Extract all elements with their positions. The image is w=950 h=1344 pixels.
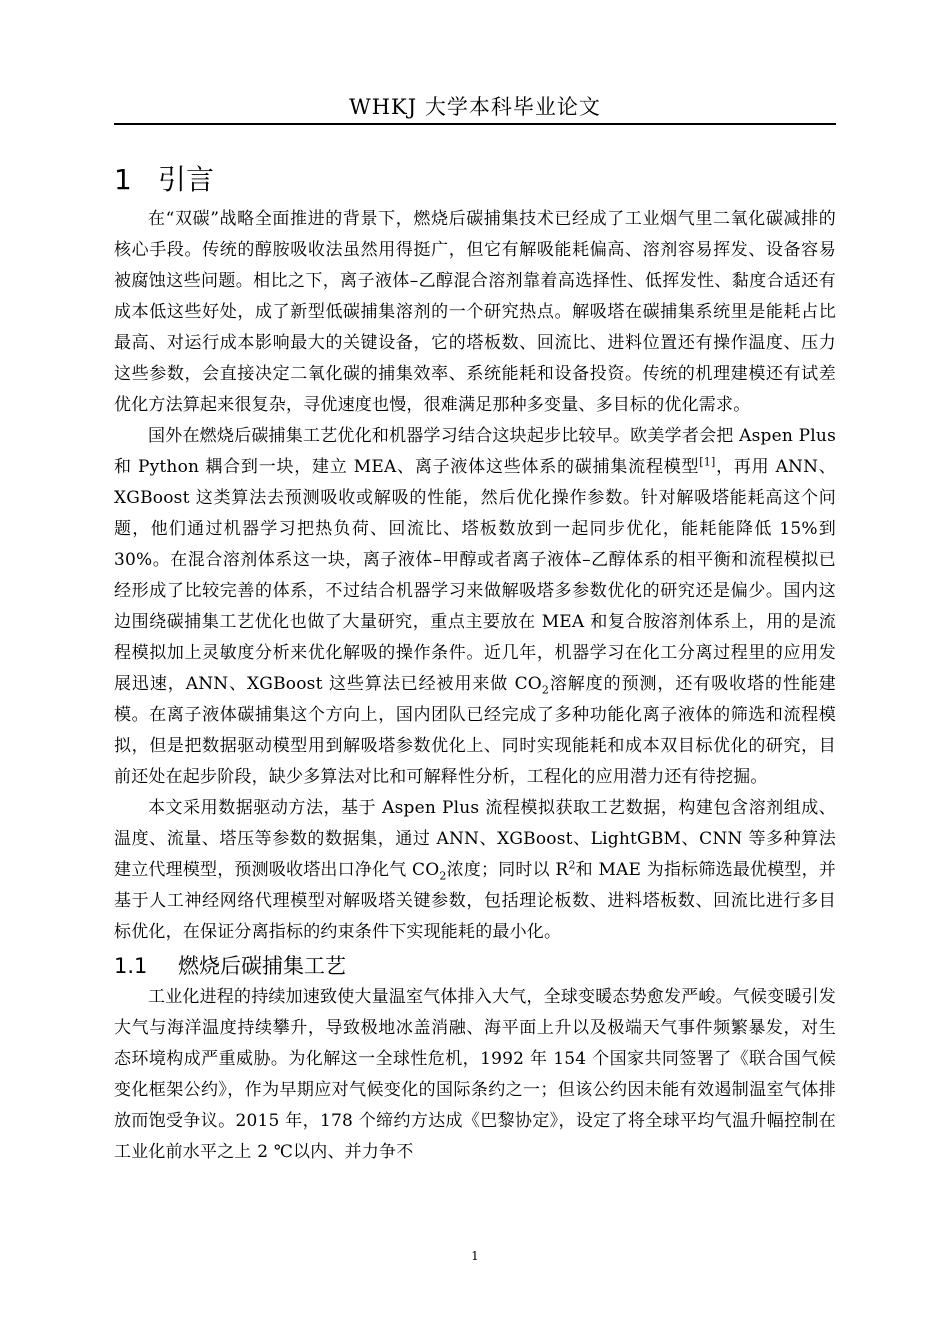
citation-ref: [1] — [699, 455, 716, 469]
superscript: 2 — [568, 858, 576, 872]
section-number: 1 — [114, 163, 132, 196]
paragraph-2-text-c: 溶解度的预测，还有吸收塔的性能建模。在离子液体碳捕集这个方向上，国内团队已经完成了多种功能化离子液体的筛选和流程模拟，但是把数据驱动模型用到解吸塔参数优化上、同时实现能耗和成本双目标优化的研究，目前还处在起步阶段，缺少多算法对比和可解释性分析，工程化的应用潜力还有待挖掘。 — [114, 674, 837, 787]
page-number: 1 — [471, 1249, 479, 1263]
paragraph-4: 工业化进程的持续加速致使大量温室气体排入大气，全球变暖态势愈发严峻。气候变暖引发大气与海洋温度持续攀升，导致极地冰盖消融、海平面上升以及极端天气事件频繁暴发，对生态环境构成严重威胁。为化解这一全球性危机，1992 年 154 个国家共同签署了《联合国气候变化框架公约》，作为早期应对气候变化的国际条约之一；但该公约因未能有效遏制温室气体排放而饱受争议。2015 年，178 个缔约方达成《巴黎协定》，设定了将全球平均气温升幅控制在工业化前水平之上 2 ℃以内、并力争不 — [114, 987, 836, 1162]
paragraph-3 — [114, 793, 836, 948]
paragraph-3-text-c: 和 MAE 为指标筛选最优模型，并基于人工神经网络代理模型对解吸塔关键参数，包括理论板数、进料塔板数、回流比进行多目标优化，在保证分离指标的约束条件下实现能耗的最小化。 — [114, 860, 836, 942]
subscript: 2 — [541, 683, 550, 697]
paragraph-2-text-b: ，再用 ANN、XGBoost 这类算法去预测吸收或解吸的性能，然后优化操作参数。针对解吸塔能耗高这个问题，他们通过机器学习把热负荷、回流比、塔板数放到一起同步优化，能耗能降低 15%到 30%。在混合溶剂体系这一块，离子液体–甲醇或者离子液体–乙醇体系的相平衡和流程模拟已经形成了比较完善的体系，不过结合机器学习来做解吸塔多参数优化的研究还是偏少。国内这边围绕碳捕集工艺优化也做了大量研究，重点主要放在 MEA 和复合胺溶剂体系上，用的是流程模拟加上灵敏度分析来优化解吸的操作条件。近几年，机器学习在化工分离过程里的应用发展迅速，ANN、XGBoost 这些算法已经被用来做 CO — [114, 457, 836, 694]
paragraph-2 — [114, 421, 836, 793]
paragraph-2-text-a: 国外在燃烧后碳捕集工艺优化和机器学习结合这块起步比较早。欧美学者会把 Aspen Plus 和 Python 耦合到一块，建立 MEA、离子液体这些体系的碳捕集流程模型 — [114, 426, 836, 477]
header-rule — [114, 123, 836, 125]
section-heading-1 — [114, 160, 836, 200]
section-title: 引言 — [158, 163, 215, 196]
subsection-number: 1.1 — [114, 954, 148, 978]
paragraph-3-text-a: 本文采用数据驱动方法，基于 Aspen Plus 流程模拟获取工艺数据，构建包含溶剂组成、温度、流量、塔压等参数的数据集，通过 ANN、XGBoost、LightGBM、CNN 等多种算法建立代理模型，预测吸收塔出口净化气 CO — [114, 798, 836, 880]
subscript: 2 — [439, 869, 447, 883]
paragraph-3-text-b: 浓度；同时以 R — [446, 860, 569, 880]
paragraph-1: 在“双碳”战略全面推进的背景下，燃烧后碳捕集技术已经成了工业烟气里二氧化碳减排的核心手段。传统的醇胺吸收法虽然用得挺广，但它有解吸能耗偏高、溶剂容易挥发、设备容易被腐蚀这些问题。相比之下，离子液体–乙醇混合溶剂靠着高选择性、低挥发性、黏度合适还有成本低这些好处，成了新型低碳捕集溶剂的一个研究热点。解吸塔在碳捕集系统里是能耗占比最高、对运行成本影响最大的关键设备，它的塔板数、回流比、进料位置还有操作温度、压力这些参数，会直接决定二氧化碳的捕集效率、系统能耗和设备投资。传统的机理建模还有试差优化方法算起来很复杂，寻优速度也慢，很难满足那种多变量、多目标的优化需求。 — [114, 209, 836, 415]
section-heading-1-1 — [114, 950, 836, 982]
page-body — [114, 160, 836, 1168]
subsection-title: 燃烧后碳捕集工艺 — [178, 954, 346, 978]
running-header: WHKJ 大学本科毕业论文 — [349, 95, 601, 119]
